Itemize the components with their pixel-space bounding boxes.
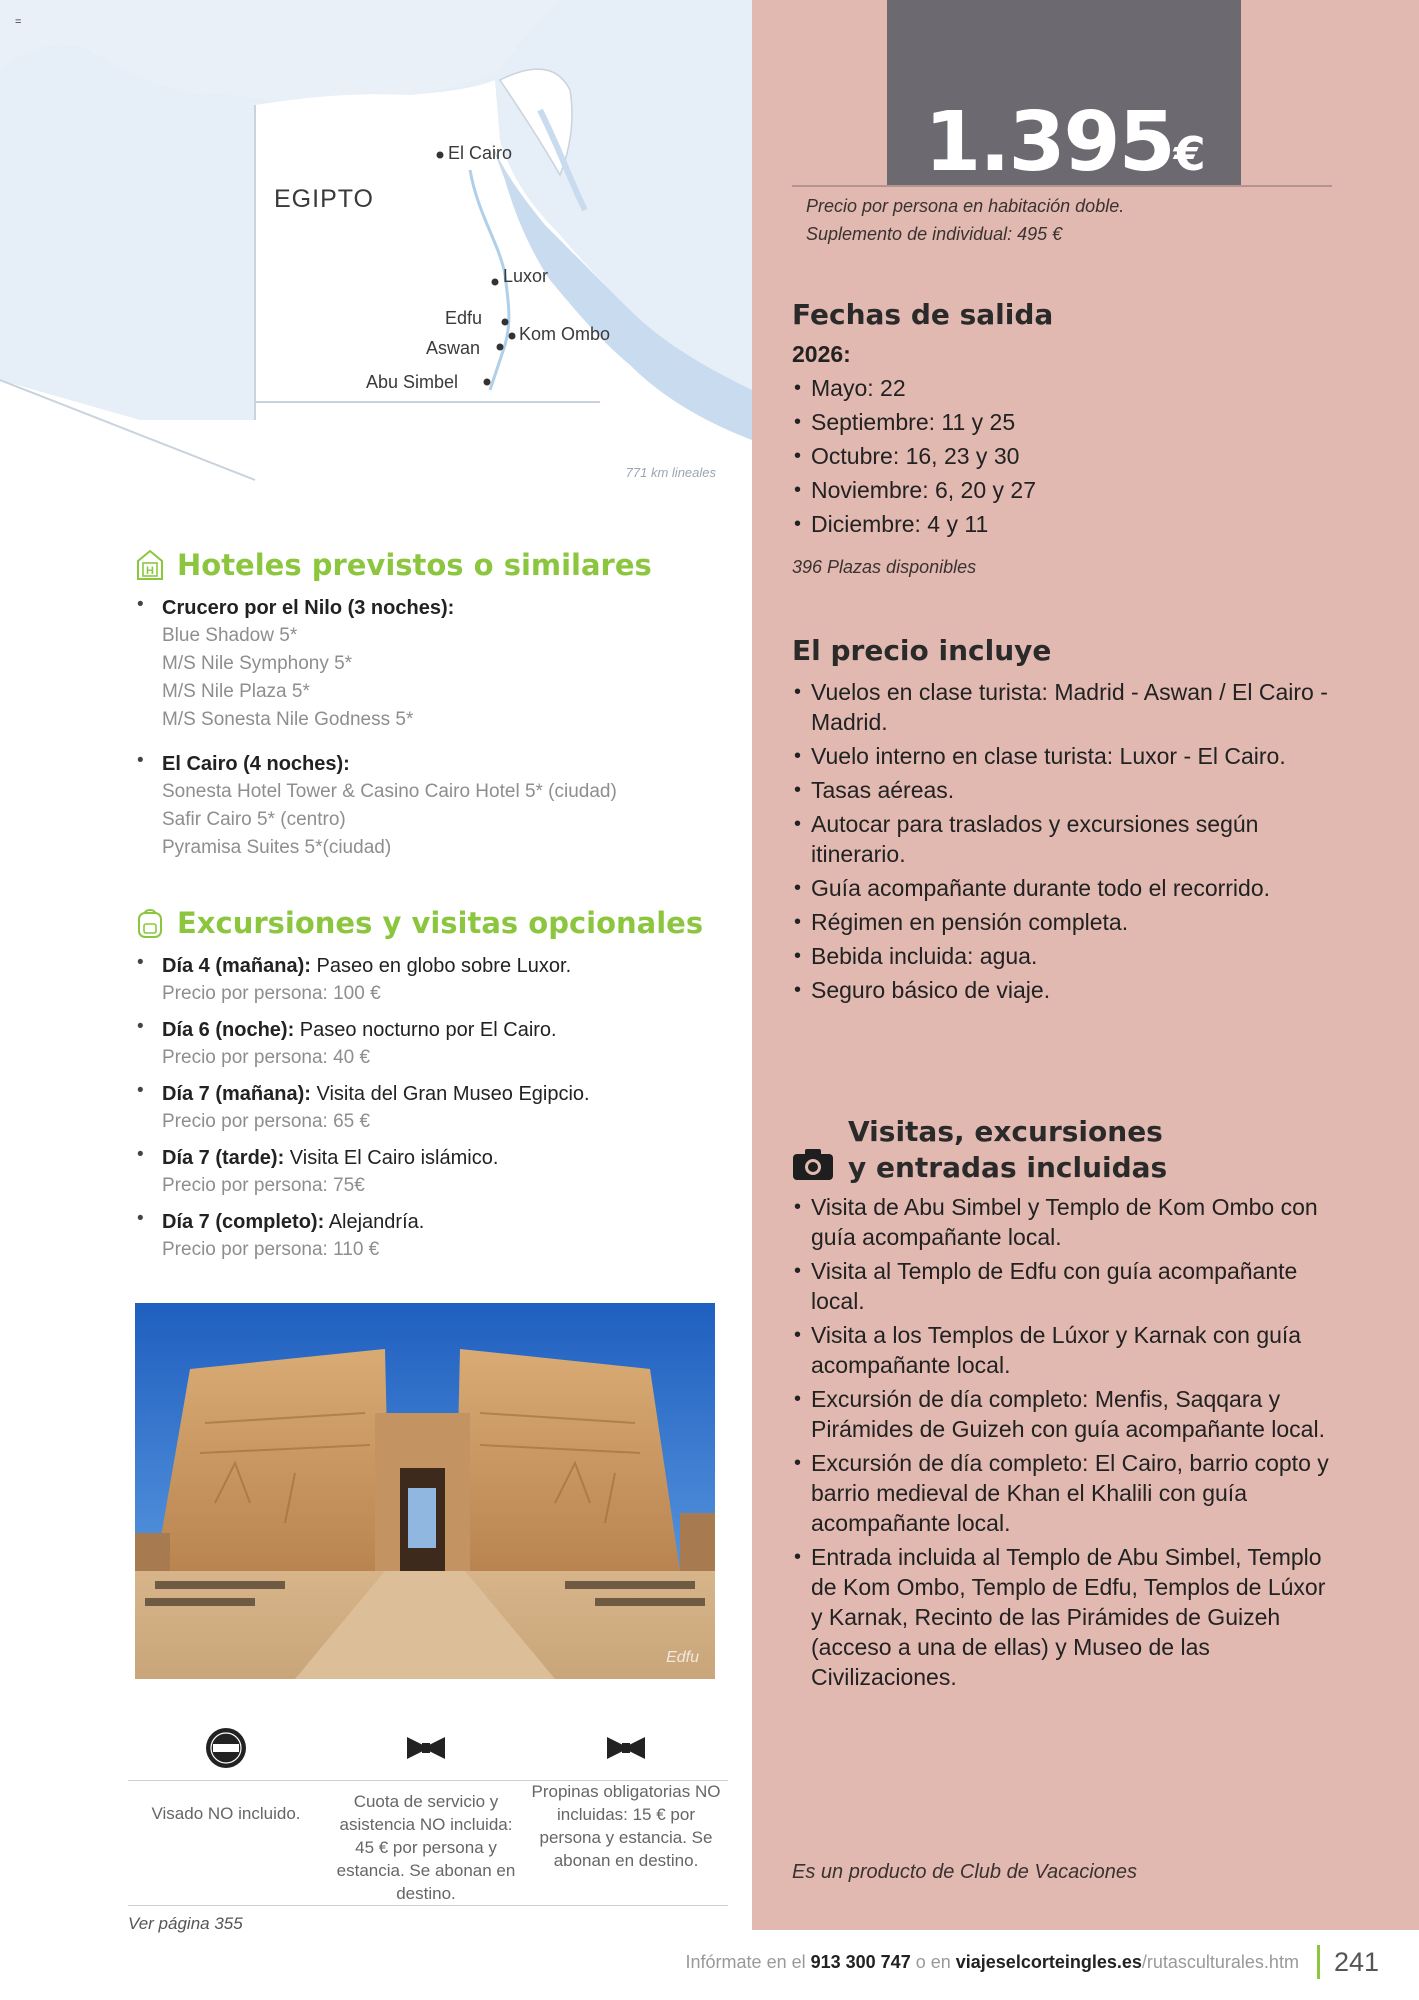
- visit-item: • Entrada incluida al Templo de Abu Simbel, Templo de Kom Ombo, Templo de Edfu, Templos de Lúxor y Karnak, Recinto de las Pirámides de Guizeh (acceso a una de ellas) y Museo de las Civilizaciones.: [792, 1542, 1332, 1692]
- map-city-abu-simbel: Abu Simbel: [366, 372, 459, 392]
- map-city-luxor: Luxor: [503, 266, 549, 286]
- footer-site[interactable]: viajeselcorteingles.es: [955, 1951, 1142, 1972]
- see-page-note: Ver página 355: [128, 1914, 243, 1933]
- seats-available: 396 Plazas disponibles: [792, 557, 977, 577]
- hotel-groups: [135, 594, 735, 862]
- page-number: 241: [1333, 1946, 1379, 1977]
- map-city-el-cairo: El Cairo: [448, 143, 513, 163]
- excursion-day: Día 4 (mañana):: [162, 955, 311, 977]
- corner-mark: =: [15, 16, 22, 28]
- price-note-line2: Suplemento de individual: 495 €: [806, 224, 1063, 244]
- visit-item: • Excursión de día completo: Menfis, Saqqara y Pirámides de Guizeh con guía acompañante local.: [792, 1384, 1332, 1444]
- photo-caption: Edfu: [666, 1649, 699, 1666]
- route-map: [0, 0, 752, 490]
- visit-item: • Excursión de día completo: El Cairo, barrio copto y barrio medieval de Khan el Khalili con guía acompañante local.: [792, 1448, 1332, 1538]
- excursion-price: Precio por persona: 75€: [162, 1175, 365, 1196]
- edfu-temple-image: [135, 1303, 715, 1679]
- excursion-item: [135, 1016, 735, 1072]
- hotel-name: Pyramisa Suites 5*(ciudad): [162, 837, 392, 858]
- excursion-list: [135, 952, 735, 1264]
- includes-item: • Guía acompañante durante todo el recorrido.: [792, 873, 1332, 903]
- bow-tie-icon: [605, 1735, 647, 1761]
- hotel-name: Safir Cairo 5* (centro): [162, 809, 346, 830]
- footer-phone[interactable]: 913 300 747: [810, 1951, 911, 1972]
- hotel-group-label: • El Cairo (4 noches):: [162, 753, 350, 775]
- excursion-item: [135, 952, 735, 1008]
- visits-list: [792, 1192, 1332, 1692]
- map-graphic: [0, 0, 752, 490]
- visit-item: • Visita a los Templos de Lúxor y Karnak con guía acompañante local.: [792, 1320, 1332, 1380]
- info-service-fee-text: Cuota de servicio y asistencia NO incluida: 45 € por persona y estancia. Se abonan en destino.: [336, 1792, 516, 1903]
- includes-item: • Autocar para traslados y excursiones según itinerario.: [792, 809, 1332, 869]
- footer-pre: Infórmate en el: [685, 1951, 811, 1972]
- footer-separator: [1317, 1945, 1320, 1979]
- excursion-item: [135, 1080, 735, 1136]
- excursion-desc: Visita El Cairo islámico.: [284, 1147, 499, 1169]
- info-service-fee: [328, 1722, 524, 1905]
- page-footer: [686, 1940, 1419, 1984]
- departure-item: • Octubre: 16, 23 y 30: [792, 439, 1332, 473]
- price-amount: 1.395: [924, 95, 1174, 190]
- visit-item: • Visita al Templo de Edfu con guía acompañante local.: [792, 1256, 1332, 1316]
- excursions-title: Excursiones y visitas opcionales: [177, 906, 704, 940]
- info-visa-text: Visado NO incluido.: [151, 1804, 301, 1823]
- includes-title: El precio incluye: [792, 634, 1052, 667]
- hotel-name: Blue Shadow 5*: [162, 625, 298, 646]
- temple-photo: [135, 1303, 715, 1679]
- departures-list: [792, 371, 1332, 541]
- info-divider-bottom: [128, 1905, 728, 1906]
- price-note: [806, 192, 1124, 248]
- visa-stamp-icon: [204, 1726, 248, 1770]
- excursion-day: Día 7 (completo):: [162, 1211, 325, 1233]
- excursion-price: Precio por persona: 40 €: [162, 1047, 371, 1068]
- includes-item: • Régimen en pensión completa.: [792, 907, 1332, 937]
- map-city-kom-ombo: Kom Ombo: [519, 324, 611, 344]
- excursion-desc: Paseo nocturno por El Cairo.: [294, 1019, 557, 1041]
- excursions-heading: [135, 906, 735, 940]
- visits-heading: [792, 1114, 1332, 1186]
- includes-item: • Vuelo interno en clase turista: Luxor - El Cairo.: [792, 741, 1332, 771]
- hotels-title: Hoteles previstos o similares: [177, 548, 652, 582]
- excursion-item: [135, 1144, 735, 1200]
- map-country-label: EGIPTO: [274, 185, 375, 213]
- includes-item: • Seguro básico de viaje.: [792, 975, 1332, 1005]
- hotel-name: M/S Nile Symphony 5*: [162, 653, 353, 674]
- hotel-name: Sonesta Hotel Tower & Casino Cairo Hotel 5* (ciudad): [162, 781, 617, 802]
- excursion-day: Día 6 (noche):: [162, 1019, 295, 1041]
- hotel-name: M/S Nile Plaza 5*: [162, 681, 310, 702]
- info-tips: [528, 1722, 724, 1872]
- departure-item: • Noviembre: 6, 20 y 27: [792, 473, 1332, 507]
- departure-item: • Septiembre: 11 y 25: [792, 405, 1332, 439]
- includes-item: • Tasas aéreas.: [792, 775, 1332, 805]
- club-vacaciones-note: Es un producto de Club de Vacaciones: [792, 1861, 1138, 1883]
- svg-text:H: H: [146, 565, 154, 577]
- visit-item: • Visita de Abu Simbel y Templo de Kom Ombo con guía acompañante local.: [792, 1192, 1332, 1252]
- price-includes: [792, 633, 1332, 1009]
- includes-item: • Bebida incluida: agua.: [792, 941, 1332, 971]
- hotel-group-cruise: [135, 594, 735, 734]
- backpack-icon: [135, 907, 165, 939]
- hotel-icon: [135, 549, 165, 581]
- excursion-desc: Alejandría.: [324, 1211, 425, 1233]
- info-icons-row: [128, 1722, 728, 1907]
- excursion-day: Día 7 (mañana):: [162, 1083, 311, 1105]
- excursion-desc: Paseo en globo sobre Luxor.: [310, 955, 572, 977]
- departures-title: Fechas de salida: [792, 298, 1054, 331]
- departure-item: • Diciembre: 4 y 11: [792, 507, 1332, 541]
- departures-year: 2026:: [792, 341, 851, 367]
- footer-path[interactable]: /rutasculturales.htm: [1141, 1951, 1299, 1972]
- included-visits: [792, 1114, 1332, 1696]
- map-city-edfu: Edfu: [445, 308, 483, 328]
- map-city-aswan: Aswan: [426, 338, 481, 358]
- optional-excursions: [135, 906, 735, 1264]
- excursion-item: [135, 1208, 735, 1264]
- price-divider: [792, 185, 1332, 187]
- includes-item: • Vuelos en clase turista: Madrid - Aswan / El Cairo - Madrid.: [792, 677, 1332, 737]
- departure-item: • Mayo: 22: [792, 371, 1332, 405]
- price-currency: €: [1173, 127, 1204, 181]
- hotel-group-cairo: [135, 750, 735, 862]
- departure-dates: [792, 297, 1332, 578]
- hotel-group-label: • Crucero por el Nilo (3 noches):: [162, 597, 455, 619]
- left-column: [135, 548, 735, 1272]
- price: [887, 95, 1241, 190]
- footer-mid: o en: [910, 1951, 956, 1972]
- visits-title-line1: Visitas, excursiones: [848, 1115, 1163, 1148]
- hotels-heading: [135, 548, 735, 582]
- excursion-day: Día 7 (tarde):: [162, 1147, 285, 1169]
- info-visa: [128, 1722, 324, 1825]
- excursion-price: Precio por persona: 100 €: [162, 983, 381, 1004]
- camera-icon: [792, 1147, 834, 1181]
- excursion-price: Precio por persona: 110 €: [162, 1239, 380, 1260]
- hotel-name: M/S Sonesta Nile Godness 5*: [162, 709, 414, 730]
- map-scale-note: 771 km lineales: [625, 465, 716, 480]
- price-note-line1: Precio por persona en habitación doble.: [806, 196, 1125, 216]
- info-tips-text: Propinas obligatorias NO incluidas: 15 € por persona y estancia. Se abonan en destino.: [531, 1782, 721, 1870]
- includes-list: [792, 677, 1332, 1005]
- excursion-price: Precio por persona: 65 €: [162, 1111, 371, 1132]
- bow-tie-icon: [405, 1735, 447, 1761]
- excursion-desc: Visita del Gran Museo Egipcio.: [310, 1083, 590, 1105]
- footer-contact: [686, 1952, 1299, 1973]
- visits-title-line2: y entradas incluidas: [848, 1151, 1168, 1184]
